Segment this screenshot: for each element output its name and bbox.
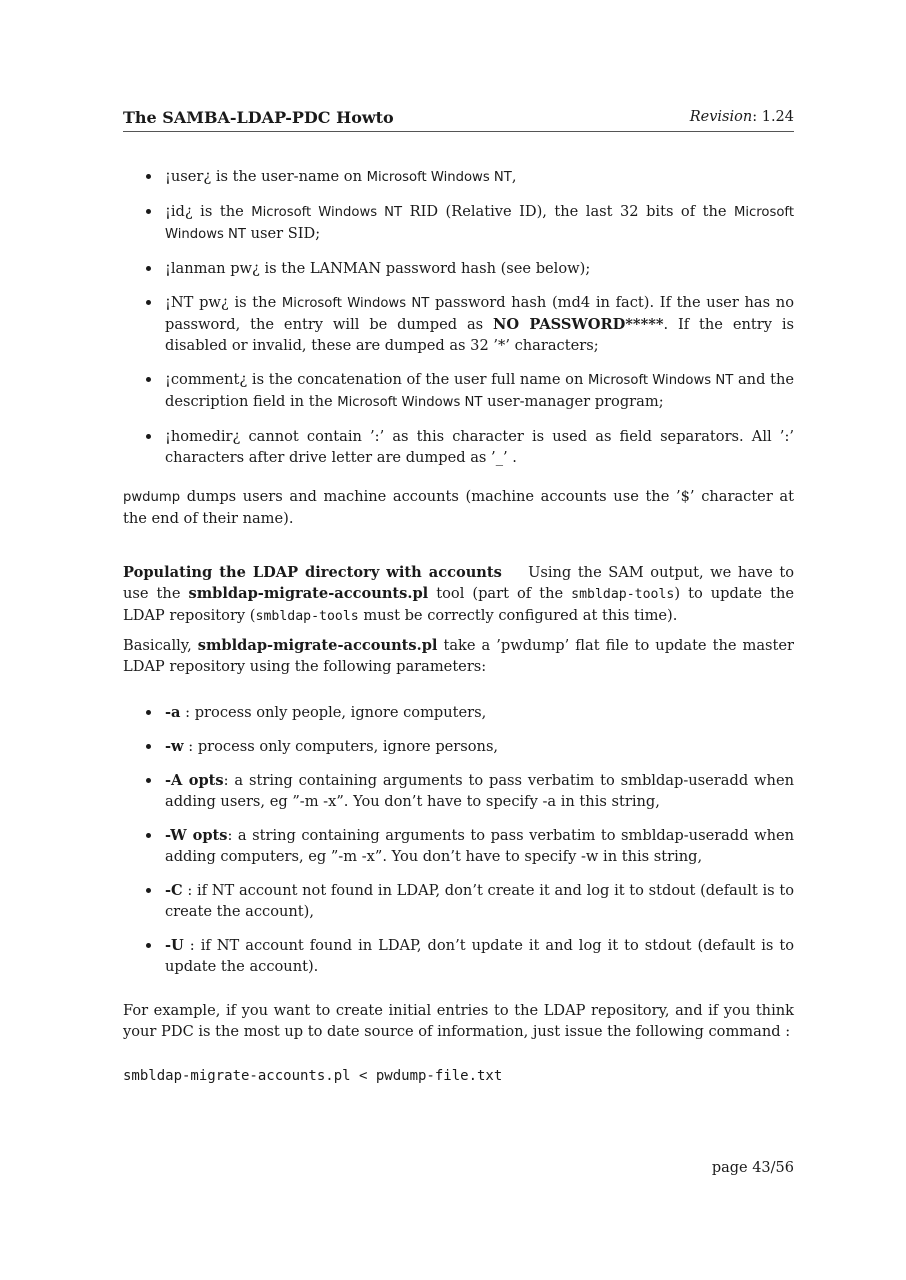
- item-text: ¡comment¿ is the concatenation of the user full name on: [165, 371, 589, 388]
- item-text: user-manager program;: [482, 393, 664, 410]
- tool-name: smbldap-migrate-accounts.pl: [188, 585, 429, 602]
- product-name: Microsoft Windows NT: [251, 205, 403, 220]
- item-text: ¡user¿ is the user-name on: [165, 168, 367, 185]
- bullet-icon: [146, 377, 151, 382]
- item-text: ¡NT pw¿ is the: [165, 294, 282, 311]
- product-name: Microsoft Windows NT: [281, 296, 430, 311]
- product-name: Microsoft Windows NT: [337, 395, 483, 410]
- bullet-icon: [146, 744, 151, 749]
- pwdump-paragraph: [123, 486, 794, 529]
- paragraph-text: must be correctly configured at this time).: [358, 607, 678, 624]
- item-text: ¡homedir¿ cannot contain ’:’ as this character is used as field separators. All ’:’ characters after drive letter are dumped as ’_’ .: [165, 428, 794, 466]
- tool-name: smbldap-migrate-accounts.pl: [197, 637, 438, 654]
- paragraph-text: Basically,: [123, 637, 198, 654]
- bullet-icon: [146, 833, 151, 838]
- list-item: [123, 426, 794, 468]
- option-flag: -W opts: [165, 827, 228, 844]
- item-text: and the description field in the: [165, 371, 794, 410]
- list-item: [123, 770, 794, 812]
- option-description: : a string containing arguments to pass verbatim to smbldap-useradd when adding users, eg ”-m -x”. You don’t have to specify -a in this string,: [165, 772, 794, 810]
- product-name: Microsoft Windows NT: [366, 170, 512, 185]
- bullet-icon: [146, 434, 151, 439]
- paragraph-text: dumps users and machine accounts (machine accounts use the ’$’ character at the end of their name).: [123, 488, 794, 527]
- bullet-icon: [146, 710, 151, 715]
- bullet-icon: [146, 300, 151, 305]
- item-text: password hash (md4 in fact). If the user has no password, the entry will be dumped as: [165, 294, 794, 333]
- command-line: smbldap-migrate-accounts.pl < pwdump-file.txt: [123, 1068, 503, 1084]
- paragraph-text: ) to update the LDAP repository (: [123, 585, 795, 624]
- option-flag: -U: [165, 937, 184, 954]
- header-title: The SAMBA-LDAP-PDC Howto: [123, 108, 394, 127]
- option-description: : a string containing arguments to pass verbatim to smbldap-useradd when adding computers, eg ”-m -x”. You don’t have to specify -w in this string,: [165, 827, 794, 865]
- example-paragraph: For example, if you want to create initial entries to the LDAP repository, and if you think your PDC is the most up to date source of information, just issue the following command :: [123, 1002, 794, 1040]
- running-header: [123, 108, 794, 132]
- basically-paragraph: [123, 635, 794, 677]
- bullet-icon: [146, 209, 151, 214]
- revision-label: Revision: [689, 109, 753, 125]
- item-text: ,: [511, 168, 517, 185]
- list-item: [123, 166, 794, 188]
- option-flag: -C: [165, 882, 183, 899]
- list-item: [123, 702, 794, 723]
- bullet-icon: [146, 174, 151, 179]
- pwdump-fields-list: [123, 166, 794, 481]
- option-description: : if NT account found in LDAP, don’t update it and log it to stdout (default is to update the account).: [165, 937, 794, 975]
- product-name: Microsoft Windows NT: [588, 373, 734, 388]
- bullet-icon: [146, 778, 151, 783]
- revision-value: : 1.24: [752, 109, 794, 125]
- list-item: [123, 880, 794, 922]
- parameters-list: [123, 702, 794, 990]
- bullet-icon: [146, 943, 151, 948]
- package-name: smbldap-tools: [255, 609, 359, 624]
- option-description: : if NT account not found in LDAP, don’t create it and log it to stdout (default is to create the account),: [165, 882, 794, 920]
- product-name: Microsoft Windows NT: [165, 205, 794, 242]
- option-flag: -a: [165, 704, 181, 721]
- list-item: [123, 369, 794, 413]
- item-text: ¡lanman pw¿ is the LANMAN password hash (see below);: [165, 260, 591, 277]
- list-item: [123, 825, 794, 867]
- paragraph-text: take a ’pwdump’ flat file to update the master LDAP repository using the following parameters:: [123, 637, 794, 675]
- no-password-marker: NO PASSWORD*****: [493, 316, 664, 333]
- paragraph-heading: Populating the LDAP directory with accounts: [123, 564, 502, 581]
- bullet-icon: [146, 266, 151, 271]
- bullet-icon: [146, 888, 151, 893]
- document-page: [123, 0, 794, 1280]
- list-item: [123, 292, 794, 356]
- option-description: : process only people, ignore computers,: [180, 704, 487, 721]
- package-name: smbldap-tools: [571, 587, 675, 602]
- paragraph-text: tool (part of the: [428, 585, 572, 602]
- item-text: ¡id¿ is the: [165, 203, 252, 220]
- option-description: : process only computers, ignore persons,: [183, 738, 499, 755]
- list-item: [123, 201, 794, 245]
- paragraph-text: Using the SAM output, we have to use the: [123, 564, 794, 602]
- list-item: [123, 736, 794, 757]
- program-name: pwdump: [123, 490, 181, 505]
- item-text: RID (Relative ID), the last 32 bits of the: [402, 203, 734, 220]
- item-text: . If the entry is disabled or invalid, these are dumped as 32 ’*’ characters;: [165, 316, 794, 354]
- page-number: page 43/56: [711, 1160, 794, 1176]
- option-flag: -w: [165, 738, 184, 755]
- item-text: user SID;: [245, 225, 321, 242]
- list-item: [123, 258, 794, 279]
- option-flag: -A opts: [165, 772, 224, 789]
- header-revision: [690, 109, 794, 125]
- list-item: [123, 935, 794, 977]
- populating-paragraph: [123, 562, 794, 627]
